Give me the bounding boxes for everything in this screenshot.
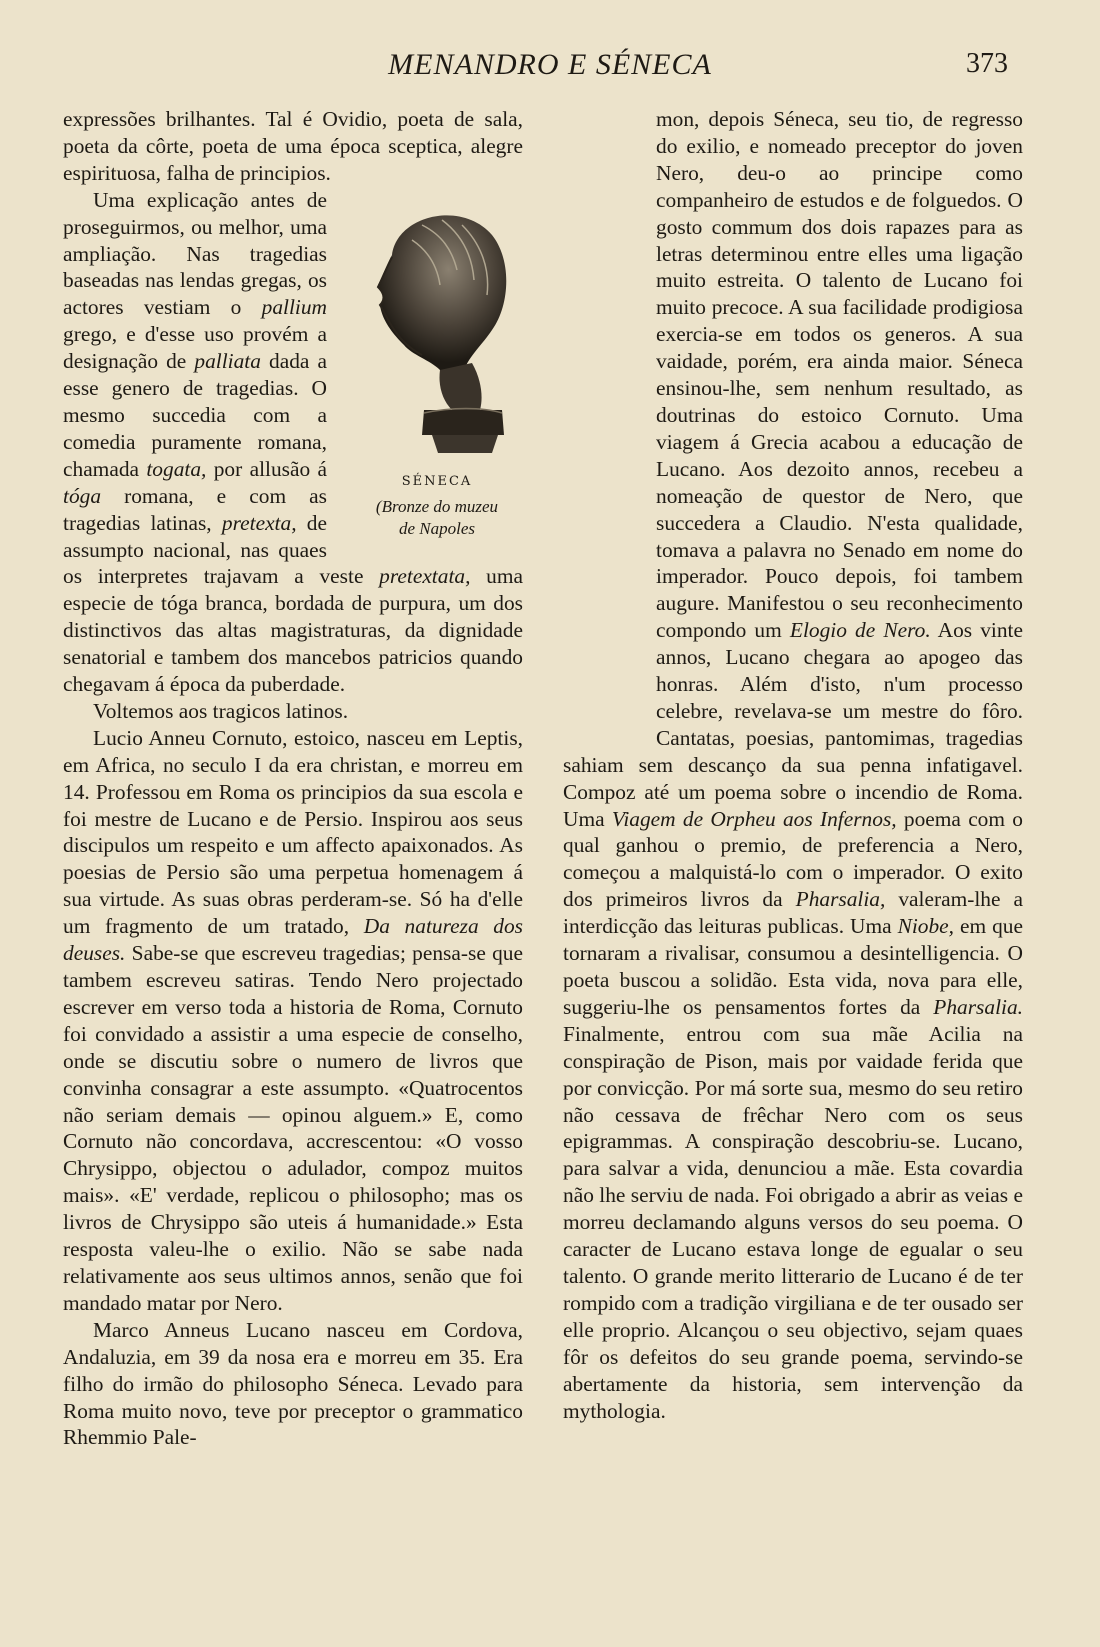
- paragraph: Uma explicação antes de proseguirmos, ou melhor, uma ampliação. Nas tragedias baseadas nas lendas gregas, os actores vestiam o pallium grego, e d'esse uso provém a designação de palliata dada a esse genero de tragedias. O mesmo succedia com a comedia puramente romana, chamada togata, por allusão á tóga romana, e com as tragedias latinas, pretexta, de assumpto nacional, nas quaes os interpretes trajavam a veste pretextata, uma especie de tóga branca, bordada de purpura, um dos distinctivos das altas magistraturas, da dignidade senatorial e tambem dos mancebos patricios quando chegavam á época da puberdade.: [63, 187, 523, 697]
- page-number: 373: [966, 48, 1008, 79]
- seneca-figure: [337, 195, 537, 555]
- figure-caption-title: SÉNECA: [401, 473, 473, 489]
- paragraph: mon, depois Séneca, seu tio, de regresso do exilio, e nomeado preceptor do joven Nero, deu-o ao principe como companheiro de estudos e de folguedos. O gosto commum dos dois rapazes para as letras determinou entre elles uma ligação muito estreita. O talento de Lucano foi muito precoce. A sua facilidade prodigiosa exercia-se em todos os generos. A sua vaidade, porém, era ainda maior. Séneca ensinou-lhe, sem nenhum resultado, as doutrinas do estoico Cornuto. Uma viagem á Grecia acabou a educação de Lucano. Aos dezoito annos, recebeu a nomeação de questor de Nero, que succedera a Claudio. N'esta qualidade, tomava a palavra no Senado em nome do imperador. Pouco depois, foi tambem augure. Manifestou o seu reconhecimento compondo um Elogio de Nero. Aos vinte annos, Lucano chegara ao apogeo das honras. Além d'isto, n'um processo celebre, revelava-se um mestre do fôro. Cantatas, poesias, pantomimas, tragedias sahiam sem descanço da sua penna infatigavel. Compoz até um poema sobre o incendio de Roma. Uma Viagem de Orpheu aos Infernos, poema com o qual ganhou o premio, de preferencia a Nero, começou a malquistá-lo com o imperador. O exito dos primeiros livros da Pharsalia, valeram-lhe a interdicção das leituras publicas. Uma Niobe, em que tornaram a rivalisar, consumou a desintelligencia. O poeta buscou a solidão. Esta vida, nova para elle, suggeriu-lhe os pensamentos fortes da Pharsalia. Finalmente, entrou com sua mãe Acilia na conspiração de Pison, mais por vaidade ferida que por convicção. Por má sorte sua, mesmo do seu retiro não cessava de frêchar Nero com os seus epigrammas. A conspiração descobriu-se. Lucano, para salvar a vida, denunciou a mãe. Esta covardia não lhe serviu de nada. Foi obrigado a abrir as veias e morreu declamando alguns versos do seu poema. O caracter de Lucano estava longe de egualar o seu talento. O grande merito litterario de Lucano é de ter rompido com a tradição virgiliana e de ter ousado ser elle proprio. Alcançou o seu objectivo, sejam quaes fôr os defeitos do seu grande poema, servindo-se abertamente da historia, sem intervenção da mythologia.: [563, 107, 1023, 1423]
- paragraph: Marco Anneus Lucano nasceu em Cordova, Andaluzia, em 39 da nosa era e morreu em 35. Era filho do irmão do philosopho Séneca. Levado para Roma muito novo, teve por preceptor o grammatico Rhemmio Pale-: [63, 1317, 523, 1450]
- paragraph: expressões brilhantes. Tal é Ovidio, poeta de sala, poeta da côrte, poeta de uma época sceptica, alegre espirituosa, falha de principios.: [63, 107, 523, 185]
- paragraph: Voltemos aos tragicos latinos.: [93, 698, 349, 723]
- figure-caption-line2: de Napoles: [398, 518, 476, 538]
- running-title: MENANDRO E SÉNECA: [388, 48, 712, 81]
- figure-caption-line1: (Bronze do muzeu: [375, 496, 499, 516]
- figure-wrap-space: [563, 321, 656, 731]
- seneca-bust-image: [352, 195, 522, 465]
- left-column: [63, 106, 523, 1451]
- right-column: [563, 106, 1023, 1424]
- paragraph: Lucio Anneu Cornuto, estoico, nasceu em Leptis, em Africa, no seculo I da era christan, e morreu em 14. Professou em Roma os principios da sua escola e foi mestre de Lucano e de Persio. Inspirou aos seus discipulos um respeito e um affecto apaixonados. As poesias de Persio são uma perpetua homenagem á sua virtude. As suas obras perderam-se. Só ha d'elle um fragmento de um tratado, Da natureza dos deuses. Sabe-se que escreveu tragedias; pensa-se que tambem escreveu satiras. Tendo Nero projectado escrever em verso toda a historia de Roma, Cornuto foi convidado a assistir a uma especie de conselho, onde se discutiu sobre o numero de livros que convinha consagrar a este assumpto. «Quatrocentos não seriam demais — opinou alguem.» E, como Cornuto não concordava, accrescentou: «O vosso Chrysippo, objectou o adulador, compoz muitos mais». «E' verdade, replicou o philosopho; mas os livros de Chrysippo são uteis á humanidade.» Esta resposta valeu-lhe o exilio. Não se sabe nada relativamente aos seus ultimos annos, senão que foi mandado matar por Nero.: [63, 725, 523, 1315]
